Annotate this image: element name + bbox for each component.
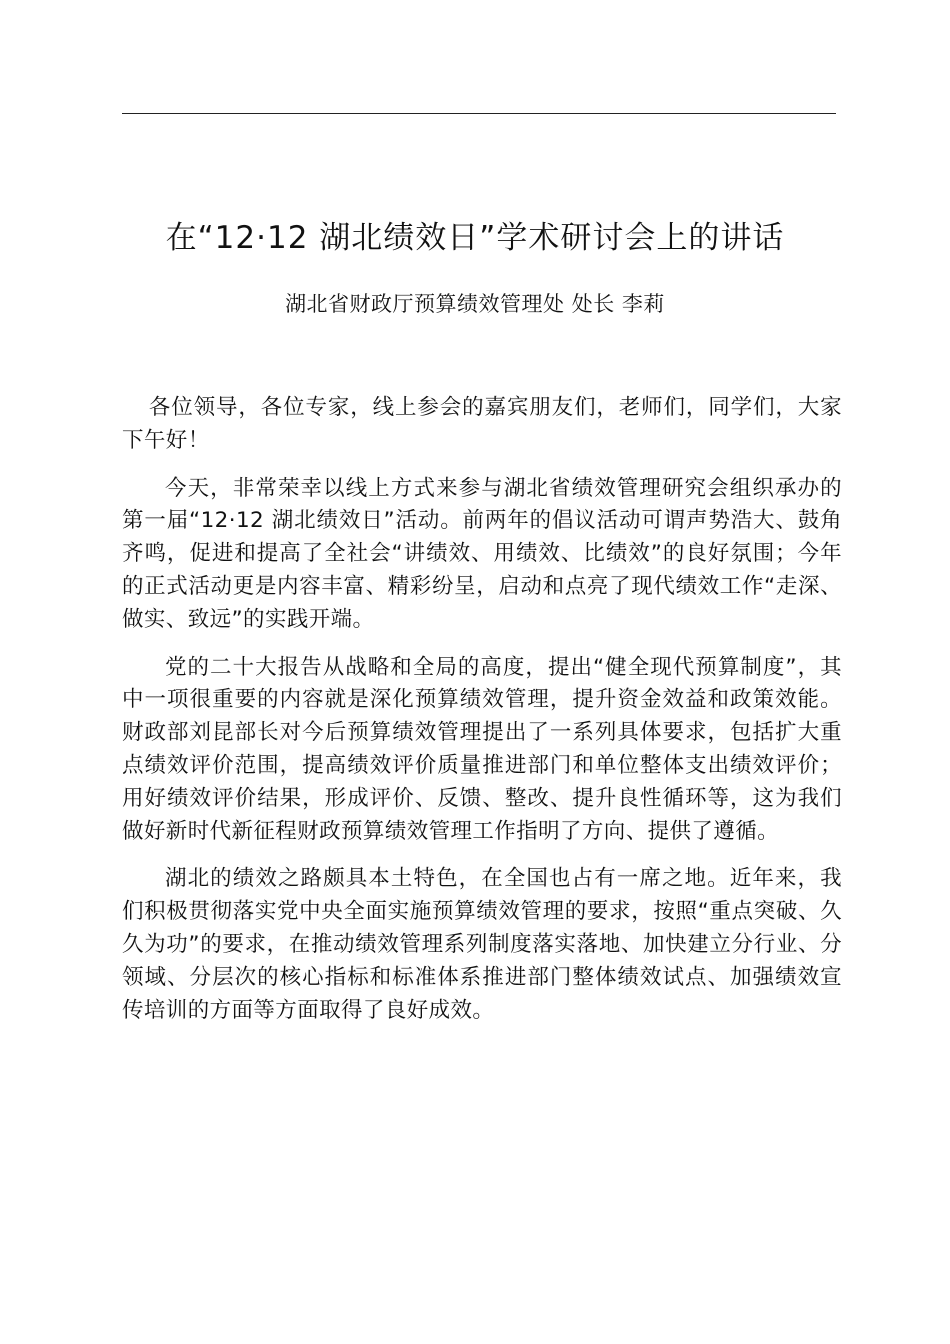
- speech-title: 在“12·12 湖北绩效日”学术研讨会上的讲话: [165, 220, 785, 256]
- paragraph-policy: 党的二十大报告从战略和全局的高度，提出“健全现代预算制度”，其中一项很重要的内容就是深化预算绩效管理，提升资金效益和政策效能。财政部刘昆部长对今后预算绩效管理提出了一系列具体要求，包括扩大重点绩效评价范围，提高绩效评价质量推进部门和单位整体支出绩效评价；用好绩效评价结果，形成评价、反馈、整改、提升良性循环等，这为我们做好新时代新征程财政预算绩效管理工作指明了方向、提供了遵循。: [122, 654, 842, 844]
- paragraph-hubei: 湖北的绩效之路颇具本土特色，在全国也占有一席之地。近年来，我们积极贯彻落实党中央全面实施预算绩效管理的要求，按照“重点突破、久久为功”的要求，在推动绩效管理系列制度落实落地、加快建立分行业、分领域、分层次的核心指标和标准体系推进部门整体绩效试点、加强绩效宣传培训的方面等方面取得了良好成效。: [122, 866, 842, 1023]
- paragraph-greeting: 各位领导，各位专家，线上参会的嘉宾朋友们，老师们，同学们，大家下午好！: [122, 395, 842, 453]
- speaker-byline: 湖北省财政厅预算绩效管理处 处长 李莉: [285, 292, 665, 316]
- speech-body: [122, 392, 842, 1042]
- header-rule: [122, 113, 836, 114]
- paragraph-opening: 今天，非常荣幸以线上方式来参与湖北省绩效管理研究会组织承办的第一届“12·12 湖北绩效日”活动。前两年的倡议活动可谓声势浩大、鼓角齐鸣，促进和提高了全社会“讲绩效、用绩效、比绩效”的良好氛围；今年的正式活动更是内容丰富、精彩纷呈，启动和点亮了现代绩效工作“走深、做实、致远”的实践开端。: [122, 475, 842, 632]
